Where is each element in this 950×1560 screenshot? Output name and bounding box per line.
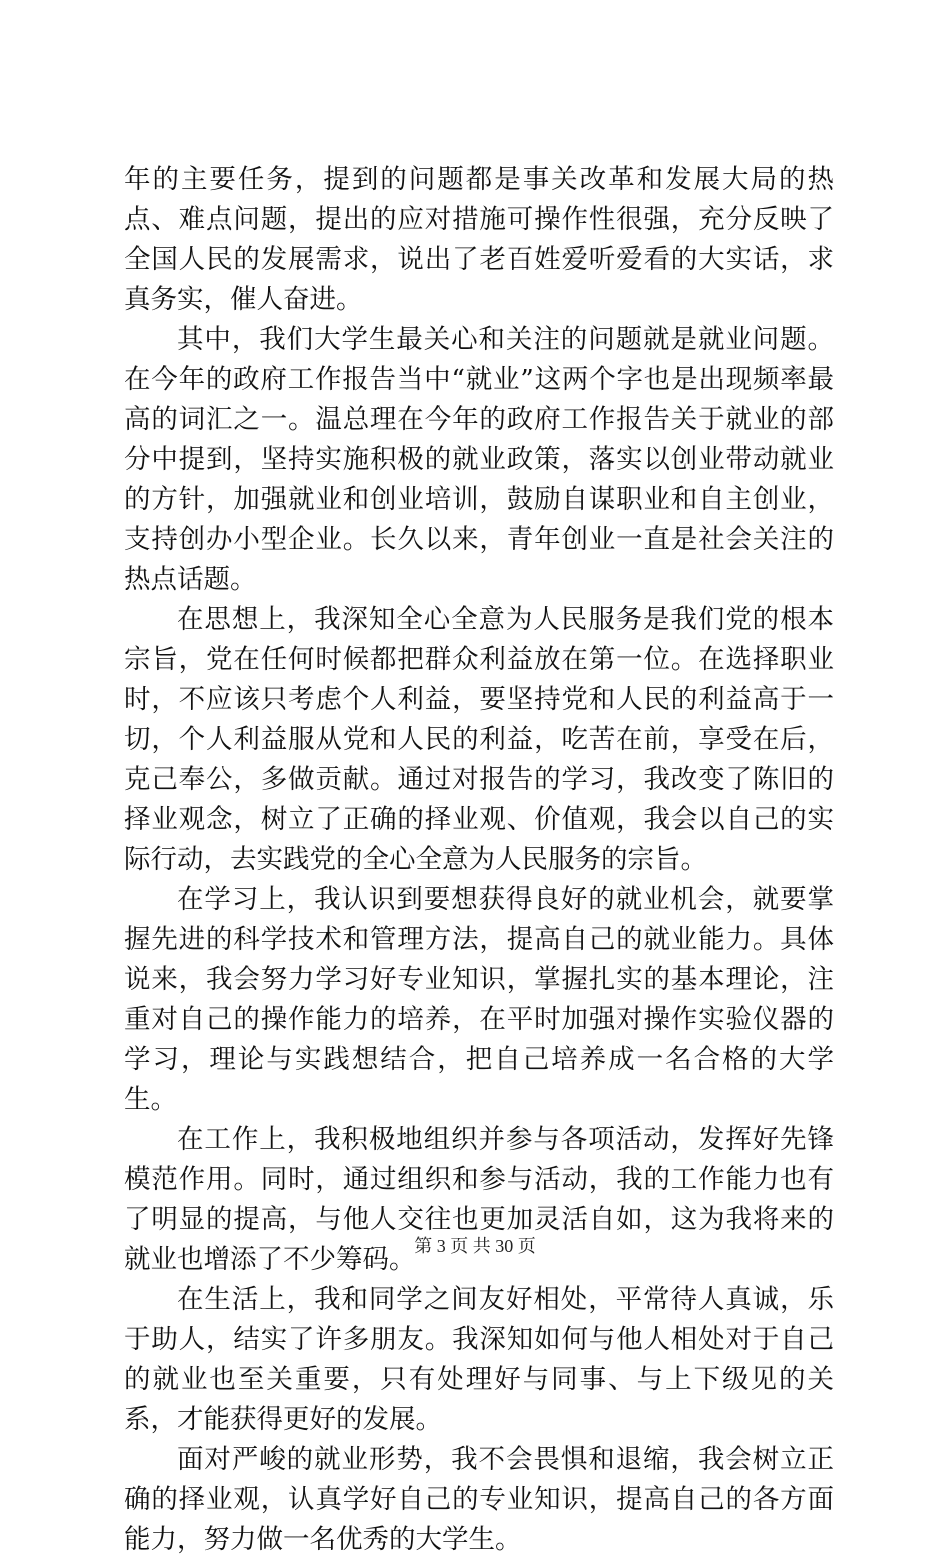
paragraph-employment-concern: 其中，我们大学生最关心和关注的问题就是就业问题。在今年的政府工作报告当中“就业”这两个字也是出现频率最高的词汇之一。温总理在今年的政府工作报告关于就业的部分中提到，坚持实施积极的就业政策，落实以创业带动就业的方针，加强就业和创业培训，鼓励自谋职业和自主创业，支持创办小型企业。长久以来，青年创业一直是社会关注的热点话题。 [124,324,834,595]
paragraph-life: 在生活上，我和同学之间友好相处，平常待人真诚，乐于助人，结实了许多朋友。我深知如何与他人相处对于自己的就业也至关重要，只有处理好与同事、与上下级见的关系，才能获得更好的发展。 [124,1284,834,1435]
paragraph-conclusion: 面对严峻的就业形势，我不会畏惧和退缩，我会树立正确的择业观，认真学好自己的专业知识，提高自己的各方面能力，努力做一名优秀的大学生。 [124,1444,834,1555]
paragraph-work: 在工作上，我积极地组织并参与各项活动，发挥好先锋模范作用。同时，通过组织和参与活动，我的工作能力也有了明显的提高，与他人交往也更加灵活自如，这为我将来的就业也增添了不少筹码。 [124,1124,834,1275]
paragraph-continuation: 年的主要任务，提到的问题都是事关改革和发展大局的热点、难点问题，提出的应对措施可操作性很强，充分反映了全国人民的发展需求，说出了老百姓爱听爱看的大实话，求真务实，催人奋进。 [124,164,834,315]
document-body [124,160,834,1560]
page-number-footer: 第 3 页 共 30 页 [414,1236,536,1256]
paragraph-ideology: 在思想上，我深知全心全意为人民服务是我们党的根本宗旨，党在任何时候都把群众利益放在第一位。在选择职业时，不应该只考虑个人利益，要坚持党和人民的利益高于一切，个人利益服从党和人民的利益，吃苦在前，享受在后，克己奉公，多做贡献。通过对报告的学习，我改变了陈旧的择业观念，树立了正确的择业观、价值观，我会以自己的实际行动，去实践党的全心全意为人民服务的宗旨。 [124,604,834,875]
paragraph-study: 在学习上，我认识到要想获得良好的就业机会，就要掌握先进的科学技术和管理方法，提高自己的就业能力。具体说来，我会努力学习好专业知识，掌握扎实的基本理论，注重对自己的操作能力的培养，在平时加强对操作实验仪器的学习，理论与实践想结合，把自己培养成一名合格的大学生。 [124,884,834,1115]
